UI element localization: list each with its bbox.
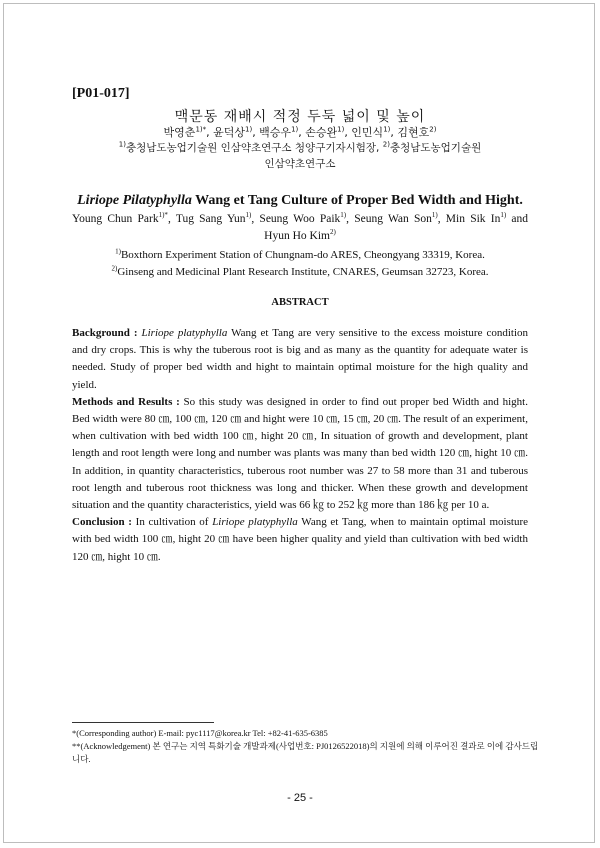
conclusion-species: Liriope platyphylla — [212, 516, 298, 529]
korean-affiliation-line2: 인삼약초연구소 — [264, 158, 336, 170]
footnote-acknowledgement: **(Acknowledgement) 본 연구는 지역 특화기술 개발과제(사업번호: PJ0126522018)의 지원에 의해 이루어진 결과로 이에 감사드립니다. — [72, 741, 539, 764]
methods-text: So this study was designed in order to find out proper bed Width and hight. Bed width were 80 ㎝, 100 ㎝, 120 ㎝ and hight were 10 ㎝, 15 ㎝, 20 ㎝. The result of an experiment, when cultivation with bed width 100 ㎝, hight 20 ㎝, In situation of growth and development, plant length and root length were long and number was plants was many than bed width 120 ㎝, hight 10 ㎝. In addition, in quantity characteristics, tuberous root number was 27 to 58 more than 31 and tuberous root length and tuberous root thickness was long and thicker. When these growth and development situation and the quantity characteristics, yield was 66 ㎏ to 252 ㎏ more than 186 ㎏ per 10 a. — [72, 395, 528, 512]
paper-code: [P01-017] — [72, 86, 130, 101]
methods-paragraph — [72, 394, 528, 514]
background-species: Liriope platyphylla — [141, 327, 228, 339]
korean-title: 맥문동 재배시 적정 두둑 넓이 및 높이 — [174, 109, 426, 125]
conclusion-paragraph — [72, 514, 528, 566]
background-label: Background : — [72, 327, 138, 339]
english-title-rest: Wang et Tang Culture of Proper Bed Width and Hight. — [191, 193, 523, 208]
abstract-body — [72, 325, 528, 566]
english-authors-line1: Young Chun Park$^{1)*}$, Tug Sang Yun$^{1)}$, Seung Woo Paik$^{1)}$, Seung Wan Son$^{1)}$, Min Sik In$^{1)}$ and — [72, 211, 529, 225]
english-title — [60, 193, 540, 209]
background-paragraph — [72, 325, 528, 394]
english-affiliation1: $^{1)}$Boxthorn Experiment Station of Chungnam-do ARES, Cheongyang 33319, Korea. — [115, 247, 485, 261]
conclusion-label: Conclusion : — [72, 516, 132, 529]
abstract-heading: ABSTRACT — [271, 297, 329, 308]
conclusion-pre: In cultivation of — [131, 516, 213, 529]
background-text: Wang et Tang are very sensitive to the excess moisture condition and dry crops. This is why the tuberous root is big and as many as the quantity for adequate water is needed. Study of proper bed width and hight to maintain optimal moisture for the high quality and yield. — [72, 327, 529, 391]
page-number: - 25 - — [287, 792, 313, 804]
conclusion-text: Wang et Tang, when to maintain optimal moisture with bed width 100 ㎝, hight 20 ㎝ have been higher quality and yield than cultivation with bed width 120 ㎝, hight 10 ㎝. — [72, 516, 528, 563]
korean-authors: 박영춘$^{1)*}$, 윤덕상$^{1)}$, 백승우$^{1)}$, 손승완$^{1)}$, 인민식$^{1)}$, 김현호$^{2)}$ — [163, 125, 437, 139]
english-title-species: Liriope Pilatyphylla — [77, 193, 192, 208]
footnote-corresponding: *(Corresponding author) E-mail: pyc1117@korea.kr Tel: +82-41-635-6385 — [72, 728, 328, 738]
footnote-divider — [72, 722, 214, 723]
korean-affiliation-line1: $^{1)}$충청남도농업기술원 인삼약초연구소 청양구기자시험장, $^{2)}$충청남도농업기술원 — [118, 140, 482, 154]
english-affiliation2: $^{2)}$Ginseng and Medicinal Plant Research Institute, CNARES, Geumsan 32723, Korea. — [111, 264, 489, 278]
english-authors-line2: Hyun Ho Kim$^{2)}$ — [264, 228, 336, 242]
methods-label: Methods and Results : — [72, 395, 180, 408]
